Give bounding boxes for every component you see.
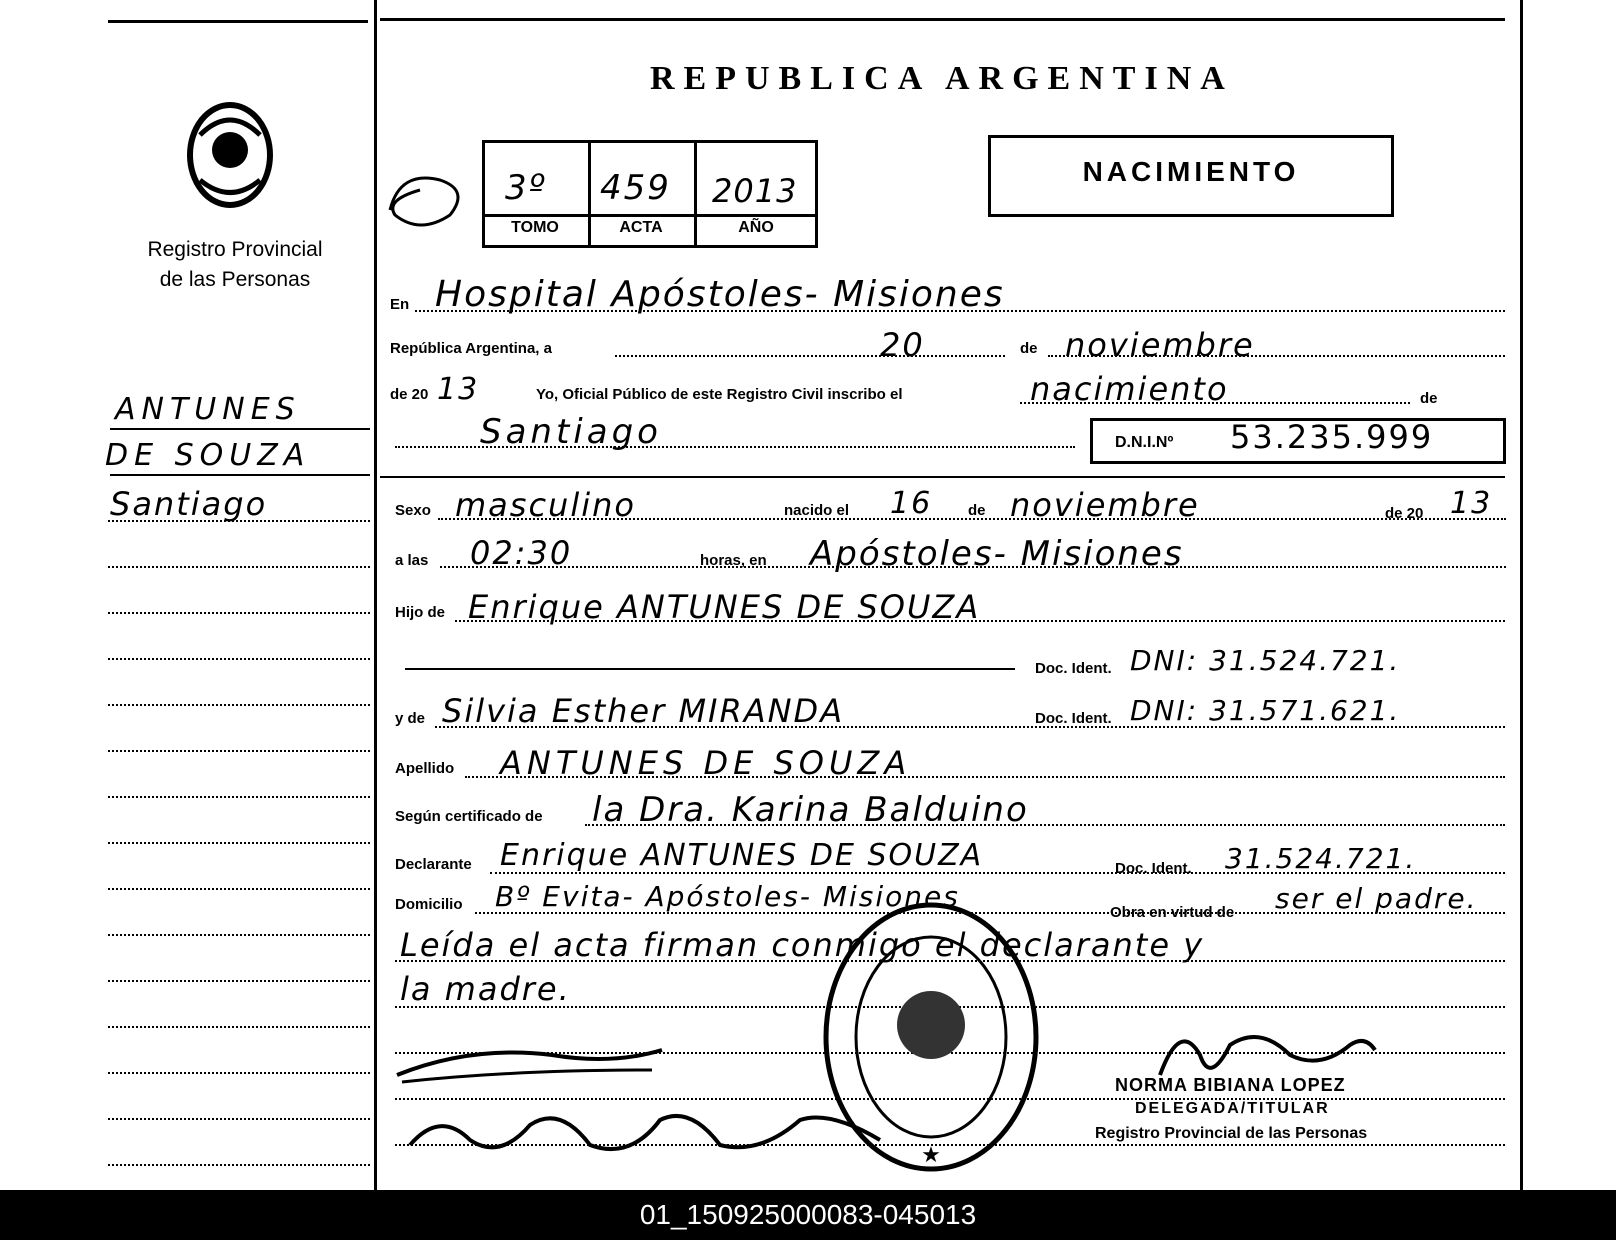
margin-dotted-line [108,1118,370,1120]
domicilio-label: Domicilio [395,896,463,913]
obra-label: Obra en virtud de [1110,904,1235,921]
note-line-1: Leída el acta firman conmigo el declarante y [400,926,1205,964]
tomo-label: TOMO [511,219,559,236]
de20-label-2: de 20 [1385,505,1424,522]
name-value: Santiago [480,412,662,452]
registry-name [130,235,340,295]
sexo-label: Sexo [395,502,431,519]
hijo-label: Hijo de [395,604,446,621]
apellido-label: Apellido [395,760,455,777]
margin-surname-1: ANTUNES [115,392,301,427]
birth-day: 16 [890,486,933,521]
domicilio-value: Bº Evita- Apóstoles- Misiones [495,880,960,913]
place-value: Apóstoles- Misiones [810,534,1184,574]
margin-given-name: Santiago [110,485,268,523]
margin-surname-2: DE SOUZA [105,438,311,473]
father-doc-line [405,668,1015,670]
top-rule-right [380,18,1505,21]
segun-value: la Dra. Karina Balduino [592,790,1029,830]
father-doc: DNI: 31.524.721. [1130,644,1401,677]
yo-label: Yo, Oficial Público de este Registro Civil inscribo el [536,386,903,403]
day-line [615,355,1005,357]
right-border [1520,0,1523,1190]
doc-label-3: Doc. Ident. [1115,860,1192,877]
registrar-initials [380,160,480,245]
margin-dotted-line [108,612,370,614]
margin-dotted-line [108,888,370,890]
de-label-2: de [1420,390,1438,407]
dni-value: 53.235.999 [1230,418,1434,456]
anio-label: AÑO [738,219,774,236]
sexo-value: masculino [455,486,636,524]
margin-dotted-line [108,842,370,844]
nacido-label: nacido el [784,502,850,519]
note-line-2: la madre. [400,970,571,1008]
record-type: NACIMIENTO [1082,156,1300,187]
margin-divider [374,0,377,1190]
top-rule-left [108,20,368,23]
acta-label: ACTA [619,219,663,236]
year-value: 13 [437,372,480,407]
margin-dotted-line [108,704,370,706]
anio-value: 2013 [712,172,798,210]
republica-label: República Argentina, a [390,340,552,357]
de-label-3: de [968,502,986,519]
document-id-footer: 01_150925000083-045013 [0,1190,1616,1240]
declarant-signature [392,1040,672,1095]
registry-line2: de las Personas [159,268,311,291]
mother-doc: DNI: 31.571.621. [1130,694,1401,727]
declarante-value: Enrique ANTUNES DE SOUZA [500,838,984,873]
margin-dotted-line [108,658,370,660]
doc-label-1: Doc. Ident. [1035,660,1112,677]
birth-year: 13 [1450,486,1493,521]
margin-dotted-line [108,1026,370,1028]
page-title: REPUBLICA ARGENTINA [650,60,1234,97]
official-role: DELEGADA/TITULAR [1135,1100,1330,1117]
horas-label: horas, en [700,552,767,569]
svg-text:★: ★ [921,1143,941,1168]
birth-month: noviembre [1010,486,1200,524]
margin-dotted-line [108,934,370,936]
margin-dotted-line [108,1072,370,1074]
mother-value: Silvia Esther MIRANDA [442,692,845,730]
official-name: NORMA BIBIANA LOPEZ [1115,1075,1346,1095]
acta-box-divider [482,214,818,217]
margin-dotted-line [108,796,370,798]
de-label: de [1020,340,1038,357]
declarante-doc: 31.524.721. [1225,842,1417,875]
month-value: noviembre [1065,326,1255,364]
margin-dotted-line [108,1164,370,1166]
dni-label: D.N.I.Nº [1115,434,1174,451]
tomo-value: 3º [505,168,547,208]
registry-seal-logo [180,95,280,215]
de20-label: de 20 [390,386,429,403]
margin-dotted-line [108,566,370,568]
apellido-value: ANTUNES DE SOUZA [500,744,912,782]
margin-dotted-line [108,520,370,522]
official-office: Registro Provincial de las Personas [1095,1125,1368,1142]
section-rule [380,476,1505,478]
margin-rule [110,474,370,476]
obra-value: ser el padre. [1275,882,1478,915]
official-oval-stamp [820,900,1042,1180]
margin-dotted-line [108,750,370,752]
alas-label: a las [395,552,429,569]
en-label: En [390,296,410,313]
nacimiento-value: nacimiento [1030,370,1229,408]
time-value: 02:30 [470,534,573,572]
doc-label-2: Doc. Ident. [1035,710,1112,727]
yde-label: y de [395,710,426,727]
declarante-label: Declarante [395,856,472,873]
day-value: 20 [880,326,925,364]
en-value: Hospital Apóstoles- Misiones [435,274,1005,315]
acta-value: 459 [600,168,671,208]
father-value: Enrique ANTUNES DE SOUZA [468,588,981,626]
registry-line1: Registro Provincial [147,238,323,261]
margin-rule [110,428,370,430]
margin-dotted-line [108,980,370,982]
segun-label: Según certificado de [395,808,543,825]
